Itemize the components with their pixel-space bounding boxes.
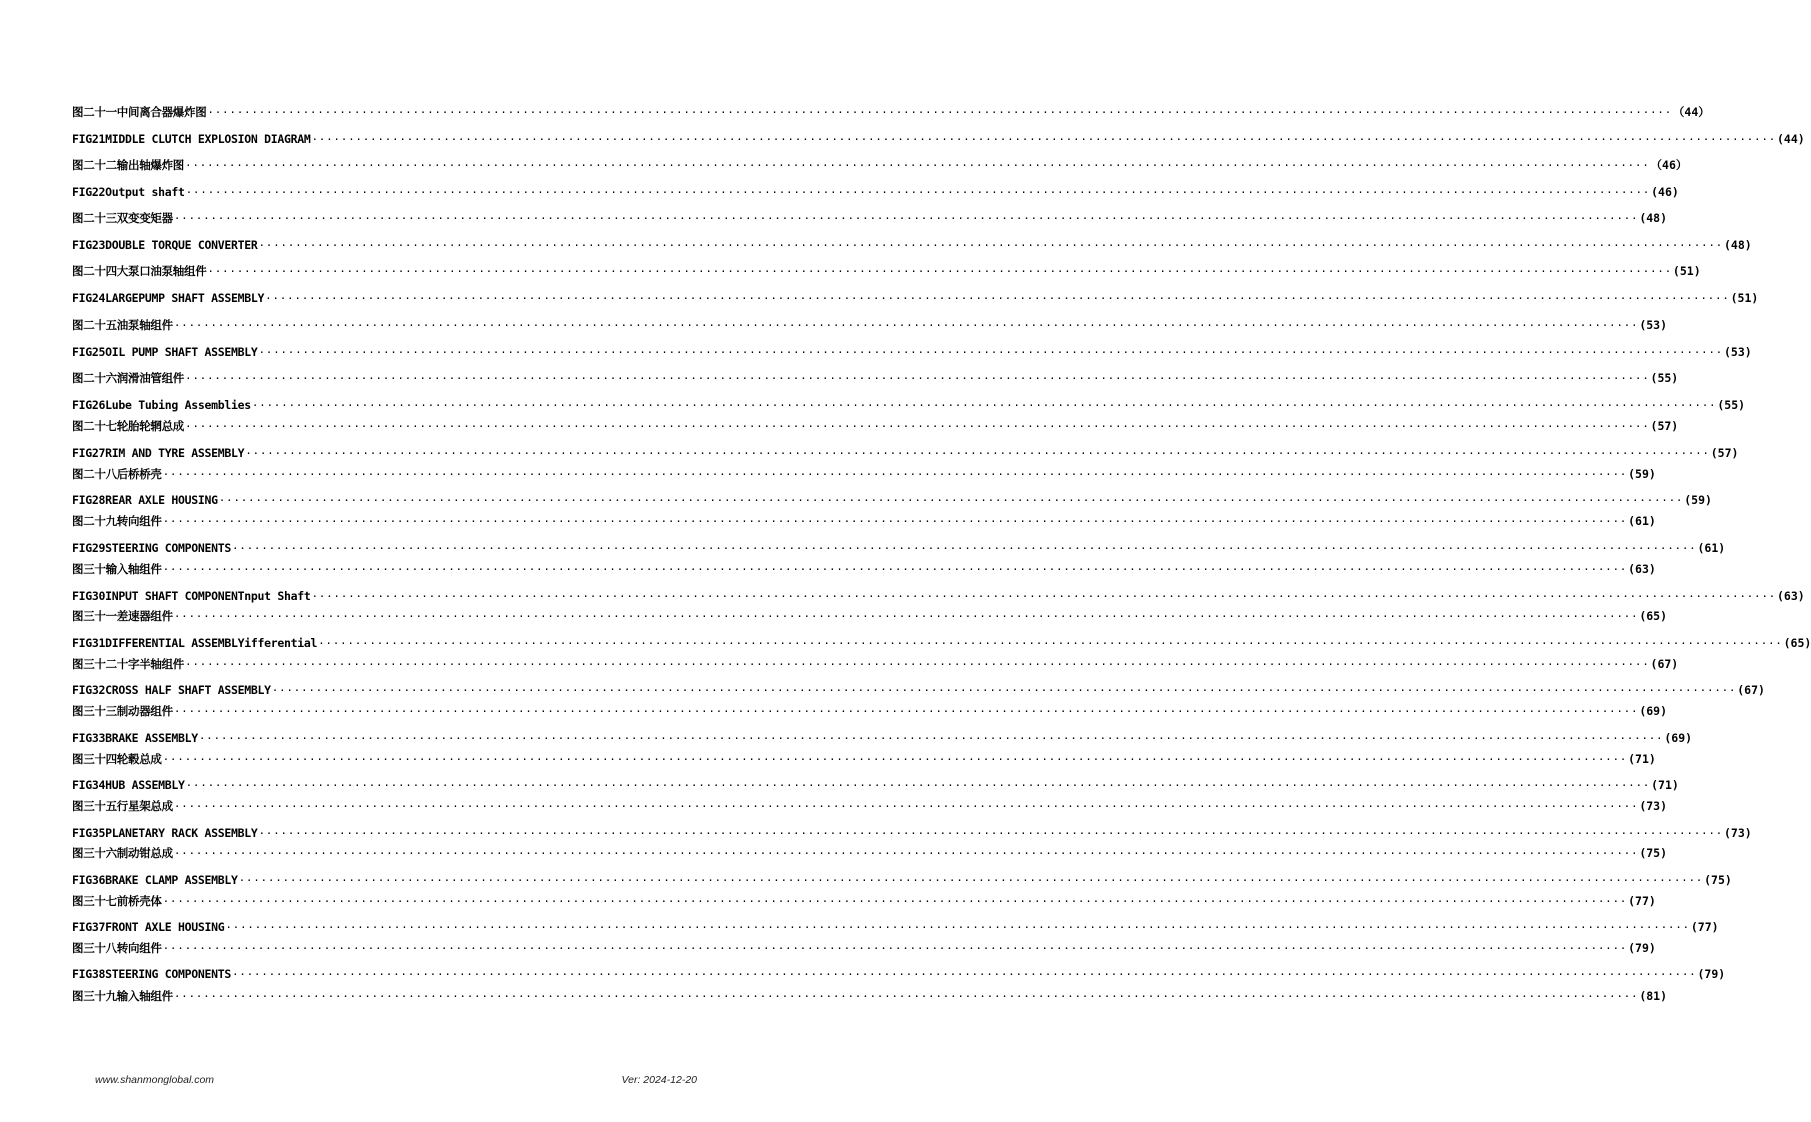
toc-dot-leader: ········································································································································································································ [218,494,1684,507]
toc-entry[interactable] [72,940,1656,957]
toc-entry-title: 图三十八转向组件 [72,941,162,955]
toc-entry-page-number: (59) [1628,467,1656,481]
toc-entry-title: FIG21MIDDLE CLUTCH EXPLOSION DIAGRAM [72,132,311,146]
toc-dot-leader: ········································································································································································································ [185,658,1650,671]
toc-dot-leader: ········································································································································································································ [173,705,1639,718]
toc-entry[interactable] [72,751,1656,768]
toc-entry[interactable] [72,893,1656,910]
toc-entry-title: FIG35PLANETARY RACK ASSEMBLY [72,826,258,840]
toc-entry-title: 图二十八后桥桥壳 [72,467,162,481]
toc-entry-page-number: (79) [1628,941,1656,955]
toc-entry-page-number: (71) [1628,752,1656,766]
toc-dot-leader: ········································································································································································································ [251,399,1717,412]
toc-entry[interactable] [72,682,1765,699]
footer-version: Ver: 2024-12-20 [621,1074,697,1086]
toc-entry-page-number: （44） [1672,105,1710,119]
toc-dot-leader: ········································································································································································································ [318,637,1783,650]
toc-dot-leader: ········································································································································································································ [231,968,1697,981]
toc-dot-leader: ········································································································································································································ [198,732,1664,745]
toc-entry-page-number: (65) [1639,609,1668,623]
toc-entry[interactable] [72,104,1710,121]
toc-entry-title: FIG24LARGEPUMP SHAFT ASSEMBLY [72,291,265,305]
toc-entry[interactable] [72,210,1668,227]
toc-entry[interactable] [72,703,1668,720]
toc-entry[interactable] [72,588,1805,605]
toc-entry[interactable] [72,370,1679,387]
toc-dot-leader: ········································································································································································································ [245,447,1710,460]
toc-dot-leader: ········································································································································································································ [311,590,1776,603]
toc-dot-leader: ········································································································································································································ [185,159,1650,172]
toc-entry-page-number: (51) [1730,291,1759,305]
toc-entry[interactable] [72,492,1712,509]
toc-entry-title: FIG38STEERING COMPONENTS [72,967,231,981]
toc-entry[interactable] [72,157,1688,174]
toc-dot-leader: ········································································································································································································ [185,420,1650,433]
toc-entry-title: 图三十五行星架总成 [72,799,173,813]
toc-entry-title: 图二十四大泵口油泵轴组件 [72,264,207,278]
toc-entry-title: 图三十六制动钳总成 [72,846,173,860]
toc-entry-page-number: (77) [1628,894,1656,908]
toc-entry-title: 图三十输入轴组件 [72,562,162,576]
toc-entry-title: FIG23DOUBLE TORQUE CONVERTER [72,238,258,252]
toc-entry[interactable] [72,466,1656,483]
toc-entry-page-number: (55) [1650,371,1679,385]
toc-entry[interactable] [72,919,1719,936]
toc-dot-leader: ········································································································································································································ [258,827,1723,840]
toc-entry-page-number: (59) [1684,493,1712,507]
toc-entry-title: FIG31DIFFERENTIAL ASSEMBLYifferential [72,636,318,650]
toc-entry-page-number: (53) [1639,318,1668,332]
toc-entry-title: FIG32CROSS HALF SHAFT ASSEMBLY [72,683,271,697]
toc-entry[interactable] [72,418,1679,435]
toc-dot-leader: ········································································································································································································ [258,346,1723,359]
toc-entry-title: 图三十一差速器组件 [72,609,173,623]
toc-dot-leader: ········································································································································································································ [162,515,1628,528]
toc-entry-page-number: (53) [1723,345,1752,359]
toc-dot-leader: ········································································································································································································ [225,921,1690,934]
toc-entry-page-number: (51) [1672,264,1701,278]
toc-entry[interactable] [72,730,1693,747]
toc-entry-page-number: (79) [1697,967,1726,981]
toc-entry-page-number: (69) [1639,704,1668,718]
toc-entry[interactable] [72,988,1668,1005]
toc-entry-page-number: (75) [1639,846,1668,860]
toc-entry-page-number: (46) [1651,185,1679,199]
toc-dot-leader: ········································································································································································································ [173,847,1639,860]
toc-dot-leader: ········································································································································································································ [265,292,1730,305]
toc-entry-title: 图二十二输出轴爆炸图 [72,158,184,172]
toc-entry[interactable] [72,237,1752,254]
toc-entry-page-number: (73) [1723,826,1752,840]
toc-entry-page-number: (75) [1704,873,1732,887]
toc-entry-title: 图二十三双变变矩器 [72,211,173,225]
toc-dot-leader: ········································································································································································································ [185,186,1651,199]
toc-dot-leader: ········································································································································································································ [185,779,1651,792]
toc-dot-leader: ········································································································································································································ [162,942,1628,955]
toc-dot-leader: ········································································································································································································ [173,610,1639,623]
toc-entry-title: 图二十九转向组件 [72,514,162,528]
toc-entry-page-number: (71) [1651,778,1679,792]
toc-entry-page-number: (44) [1776,132,1805,146]
toc-dot-leader: ········································································································································································································ [162,468,1628,481]
toc-entry[interactable] [72,966,1726,983]
toc-entry[interactable] [72,656,1679,673]
toc-entry[interactable] [72,561,1656,578]
toc-dot-leader: ········································································································································································································ [162,563,1628,576]
toc-entry-title: 图二十一中间离合器爆炸图 [72,105,207,119]
toc-entry[interactable] [72,184,1679,201]
toc-entry[interactable] [72,540,1726,557]
toc-entry-page-number: (69) [1664,731,1693,745]
toc-entry-page-number: (48) [1723,238,1752,252]
toc-entry-page-number: (61) [1628,514,1656,528]
toc-entry-page-number: (57) [1650,419,1679,433]
toc-entry[interactable] [72,317,1668,334]
toc-entry-title: 图三十九输入轴组件 [72,989,173,1003]
toc-entry-title: 图二十六润滑油管组件 [72,371,184,385]
toc-dot-leader: ········································································································································································································ [173,212,1639,225]
toc-entry-page-number: (73) [1639,799,1668,813]
toc-entry-title: FIG29STEERING COMPONENTS [72,541,231,555]
toc-dot-leader: ········································································································································································································ [173,319,1639,332]
toc-entry-page-number: (77) [1690,920,1719,934]
toc-entry-title: FIG33BRAKE ASSEMBLY [72,731,198,745]
toc-entry[interactable] [72,344,1752,361]
toc-entry-page-number: (55) [1717,398,1746,412]
toc-dot-leader: ········································································································································································································ [207,106,1672,119]
toc-dot-leader: ········································································································································································································ [207,265,1672,278]
toc-entry-title: FIG37FRONT AXLE HOUSING [72,920,225,934]
toc-entry[interactable] [72,798,1668,815]
toc-entry-page-number: (48) [1639,211,1668,225]
toc-entry[interactable] [72,513,1656,530]
toc-entry[interactable] [72,635,1811,652]
toc-entry[interactable] [72,825,1752,842]
toc-dot-leader: ········································································································································································································ [173,990,1639,1003]
toc-entry-title: FIG25OIL PUMP SHAFT ASSEMBLY [72,345,258,359]
toc-entry[interactable] [72,263,1701,280]
toc-entry-title: 图二十五油泵轴组件 [72,318,173,332]
toc-entry-title: 图三十二十字半轴组件 [72,657,184,671]
toc-entry[interactable] [72,608,1668,625]
toc-entry-page-number: (67) [1650,657,1679,671]
toc-dot-leader: ········································································································································································································ [162,753,1628,766]
toc-entry-page-number: (65) [1783,636,1811,650]
toc-entry[interactable] [72,397,1746,414]
toc-entry-title: FIG27RIM AND TYRE ASSEMBLY [72,446,245,460]
toc-entry-page-number: (67) [1737,683,1765,697]
toc-entry[interactable] [72,845,1668,862]
toc-dot-leader: ········································································································································································································ [238,874,1704,887]
toc-entry[interactable] [72,777,1679,794]
toc-entry-page-number: (57) [1710,446,1739,460]
toc-entry[interactable] [72,131,1805,148]
toc-entry-title: FIG22Output shaft [72,185,185,199]
toc-entry[interactable] [72,290,1759,307]
toc-entry-page-number: （46） [1650,158,1688,172]
toc-dot-leader: ········································································································································································································ [311,133,1776,146]
toc-entry-title: FIG30INPUT SHAFT COMPONENTnput Shaft [72,589,311,603]
toc-entry[interactable] [72,445,1739,462]
toc-entry-page-number: (63) [1776,589,1805,603]
toc-entry-title: FIG28REAR AXLE HOUSING [72,493,218,507]
toc-entry-page-number: (61) [1697,541,1726,555]
footer-website: www.shanmonglobal.com [95,1074,215,1086]
toc-entry-page-number: (63) [1628,562,1656,576]
toc-entry[interactable] [72,872,1732,889]
toc-entry-title: FIG36BRAKE CLAMP ASSEMBLY [72,873,238,887]
toc-entry-title: 图三十七前桥壳体 [72,894,162,908]
toc-entry-title: 图二十七轮胎轮辋总成 [72,419,184,433]
toc-dot-leader: ········································································································································································································ [185,372,1650,385]
toc-entry-title: 图三十四轮毂总成 [72,752,162,766]
toc-entry-title: 图三十三制动器组件 [72,704,173,718]
toc-entry-page-number: (81) [1639,989,1668,1003]
toc-dot-leader: ········································································································································································································ [258,239,1723,252]
toc-dot-leader: ········································································································································································································ [231,542,1697,555]
toc-entry-title: FIG26Lube Tubing Assemblies [72,398,251,412]
toc-dot-leader: ········································································································································································································ [162,895,1628,908]
toc-entry-title: FIG34HUB ASSEMBLY [72,778,185,792]
toc-dot-leader: ········································································································································································································ [173,800,1639,813]
toc-dot-leader: ········································································································································································································ [271,684,1737,697]
